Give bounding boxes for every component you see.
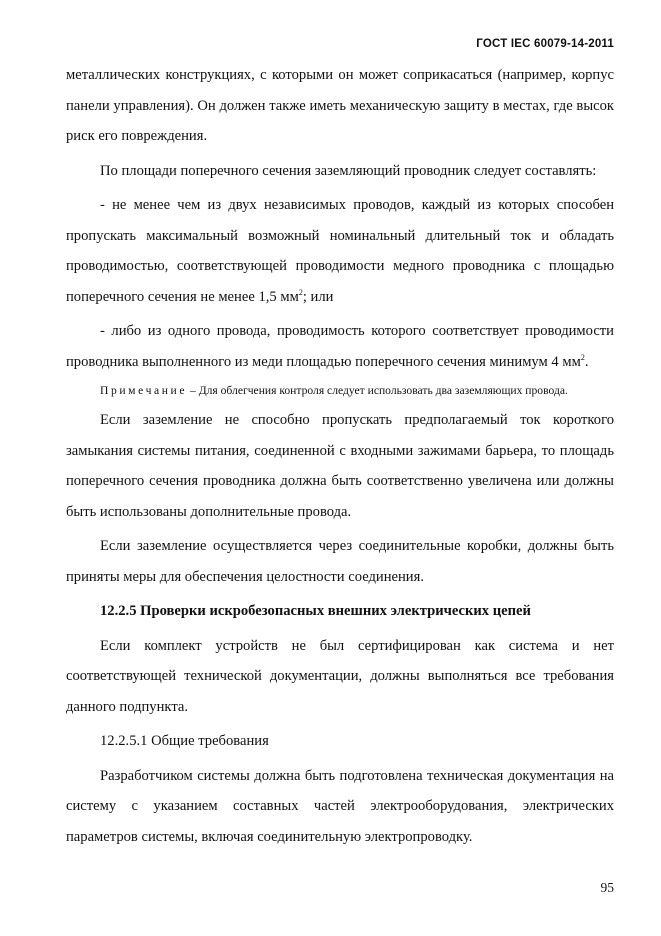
subsection-heading: 12.2.5.1 Общие требования xyxy=(100,733,269,749)
superscript: 2 xyxy=(580,352,585,362)
list-item xyxy=(66,316,614,377)
note xyxy=(66,377,614,405)
paragraph: По площади поперечного сечения заземляющий проводник следует составлять: xyxy=(100,162,597,179)
superscript: 2 xyxy=(298,287,303,297)
paragraph: Если заземление не способно пропускать предполагаемый ток короткого замыкания системы питания, соединенной с входными зажимами барьера, то площадь поперечного сечения проводника должна быть соответственно увеличена или должны быть использованы дополнительные провода. xyxy=(66,412,614,520)
list-item-tail: . xyxy=(584,353,589,370)
paragraph: металлических конструкциях, с которыми он может соприкасаться (например, корпус панели управления). Он должен также иметь механическую защиту в местах, где высок риск его повреждения. xyxy=(66,67,614,144)
list-item xyxy=(66,190,614,312)
page-number: 95 xyxy=(600,880,614,895)
note-text: – Для облегчения контроля следует использовать два заземляющих провода. xyxy=(187,384,568,397)
page-body xyxy=(66,60,614,852)
paragraph: Если заземление осуществляется через соединительные коробки, должны быть приняты меры для обеспечения целостности соединения. xyxy=(66,538,614,585)
paragraph: Разработчиком системы должна быть подготовлена техническая документация на систему с указанием составных частей электрооборудования, электрических параметров системы, включая соединительную электропроводку. xyxy=(66,767,614,845)
paragraph: Если комплект устройств не был сертифицирован как система и нет соответствующей технической документации, должны выполняться все требования данного подпункта. xyxy=(66,637,614,715)
document-header: ГОСТ IEC 60079-14-2011 xyxy=(476,38,614,50)
list-item-text: - либо из одного провода, проводимость которого соответствует проводимости проводника выполненного из меди площадью поперечного сечения минимум 4 мм xyxy=(66,323,614,370)
list-item-tail: ; или xyxy=(302,288,334,305)
note-label: Примечание xyxy=(100,384,188,397)
section-heading: 12.2.5 Проверки искробезопасных внешних электрических цепей xyxy=(100,603,531,619)
list-item-text: - не менее чем из двух независимых проводов, каждый из которых способен пропускать максимальный возможный номинальный длительный ток и обладать проводимостью, соответствующей проводимости медного проводника с площадью поперечного сечения не менее 1,5 мм xyxy=(66,197,614,305)
